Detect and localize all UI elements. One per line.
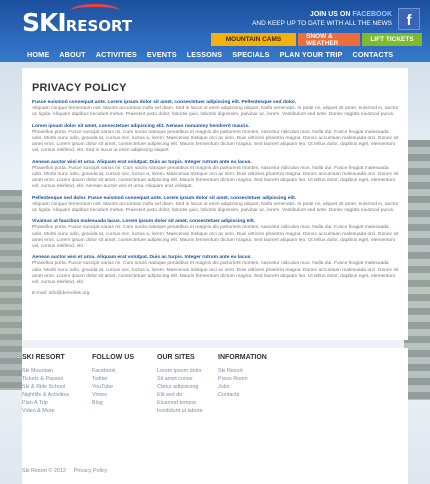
trees-left xyxy=(0,190,22,390)
paragraph-body: Phasellus porta. Fusce suscipit varius mi. Cum sociis natoque penatibus et magnis dis parturient montes, nascetur ridiculus mus. Nulla dui. Fusce feugiat malesuada odio. Morbi nunc odio, gravida at, cursus nec, luctus a, lorem. Maecenas tristique orci ac sem. Duis ultricies pharetra magna. Donec accumsan malesuada orci. Donec sit amet eros. Lorem ipsum dolor sit amet, consectetuer adipiscing elit. Mauris fermentum dictum magna. Sed laoreet aliquam leo. Ut tellus dolor, dapibus eget, elementum vel, cursus eleifend, elit. xyxy=(32,261,399,286)
paragraph-lead: Aenean auctor wisi et urna. Aliquam erat volutpat. Duis ac turpis. Integer rutrum ante eu lacus. xyxy=(32,255,252,261)
paragraph-body: Phasellus porta. Fusce suscipit varius mi. Cum sociis natoque penatibus et magnis dis parturient montes, nascetur ridiculus mus. Nulla dui. Fusce feugiat malesuada odio. Morbi nunc odio, gravida at, cursus nec, luctus a, lorem. Maecenas tristique orci ac sem. Duis ultricies pharetra magna. Donec accumsan malesuada orci. Donec sit amet eros. Lorem ipsum dolor sit amet, consectetuer adipiscing elit. Mauris fermentum dictum magna. Sed laoreet aliquam leo. Ut tellus dolor, dapibus eget, elementum vel, cursus eleifend, elit. xyxy=(32,225,399,250)
footer-link[interactable]: Ski Resort xyxy=(218,368,243,374)
footer-heading: OUR SITES xyxy=(157,354,195,361)
footer-link[interactable]: Ski Mountain xyxy=(22,368,54,374)
footer-column-ski-resort xyxy=(22,354,69,415)
footer-link[interactable]: Ski & Ride School xyxy=(22,384,66,390)
footer-column-follow-us xyxy=(92,354,134,407)
footer-link[interactable]: Incididunt ut labore xyxy=(157,408,203,414)
paragraph-lead: Pellentesque sed dolor. Fusce euismod consequat ante. Lorem ipsum dolor sit amet, consectetuer adipiscing elit. xyxy=(32,195,297,201)
site-footer xyxy=(22,348,408,484)
nav-lessons[interactable]: LESSONS xyxy=(186,49,223,59)
nav-events[interactable]: EVENTS xyxy=(146,49,177,59)
footer-link[interactable]: Vimeo xyxy=(92,392,108,398)
nav-about[interactable]: ABOUT xyxy=(59,49,86,59)
nav-activities[interactable]: ACTIVITIES xyxy=(95,49,137,59)
join-prefix: JOIN US ON xyxy=(309,11,353,18)
page-title: PRIVACY POLICY xyxy=(32,82,127,94)
facebook-icon[interactable] xyxy=(398,8,420,30)
footer-link[interactable]: Ctetur adipisicing xyxy=(157,384,199,390)
footer-link[interactable]: Nightlife & Activities xyxy=(22,392,70,398)
paragraph-lead: Lorem ipsum dolor sit amet, consectetuer adipiscing elit. Aenean nonummy hendrerit mauris. xyxy=(32,123,250,129)
nav-specials[interactable]: SPECIALS xyxy=(232,49,270,59)
join-brand[interactable]: FACEBOOK xyxy=(352,11,392,18)
paragraph xyxy=(32,219,400,250)
site-header xyxy=(0,0,430,62)
footer-link[interactable]: Facebook xyxy=(92,368,116,374)
logo-ski-text: SKI xyxy=(22,8,66,37)
privacy-policy-link[interactable]: Privacy Policy xyxy=(73,468,108,474)
mountain-cams-button[interactable]: MOUNTAIN CAMS xyxy=(211,33,296,46)
logo[interactable] xyxy=(22,8,132,37)
nav-contacts[interactable]: CONTACTS xyxy=(352,49,394,59)
paragraph xyxy=(32,100,400,119)
paragraph xyxy=(32,196,400,215)
footer-heading: FOLLOW US xyxy=(92,354,134,361)
paragraph-lead: Fusce euismod consequat ante. Lorem ipsum dolor sit amet, consectetuer adipiscing elit. Pellentesque sed dolor. xyxy=(32,100,297,105)
copyright xyxy=(22,468,107,474)
lift-tickets-button[interactable]: LIFT TICKETS xyxy=(362,33,422,46)
logo-resort-text: RESORT xyxy=(65,17,133,35)
footer-link[interactable]: Jobs xyxy=(218,384,230,390)
footer-link[interactable]: Blog xyxy=(92,400,103,406)
footer-link[interactable]: Tickets & Passes xyxy=(22,376,64,382)
footer-link[interactable]: Elit sed do xyxy=(157,392,183,398)
footer-link[interactable]: Twitter xyxy=(92,376,108,382)
facebook-promo xyxy=(252,10,392,28)
footer-link[interactable]: YouTube xyxy=(92,384,114,390)
footer-link[interactable]: Sit amet conse xyxy=(157,376,193,382)
footer-link[interactable]: Contacts xyxy=(218,392,240,398)
paragraph-lead: Vivamus at faucibus malesuada lacus. Lorem ipsum dolor sit amet, consectetuer adipiscing elit. xyxy=(32,219,256,225)
logo-arc-icon xyxy=(70,4,120,18)
footer-link[interactable]: Press Room xyxy=(218,376,248,382)
footer-link[interactable]: Eiusmod tempor xyxy=(157,400,197,406)
footer-link[interactable]: Lorem ipsum dolor xyxy=(157,368,202,374)
paragraph-body: Phasellus porta. Fusce suscipit varius mi. Cum sociis natoque penatibus et magnis dis parturient montes, nascetur ridiculus mus. Nulla dui. Fusce feugiat malesuada odio. Morbi nunc odio, gravida at, cursus nec, luctus a, lorem. Maecenas tristique orci ac sem. Duis ultricies pharetra magna. Donec accumsan malesuada orci. Donec sit amet eros. Lorem ipsum dolor sit amet, consectetuer adipiscing elit. Mauris fermentum dictum magna. Sed laoreet aliquam leo. Ut tellus dolor, dapibus eget, elementum vel, cursus eleifend, elit. Aenean auctor wisi et urna. Aliquam erat volutpat. xyxy=(32,165,399,190)
paragraph-body: Phasellus porta. Fusce suscipit varius mi. Cum sociis natoque penatibus et magnis dis parturient montes, nascetur ridiculus mus. Nulla dui. Fusce feugiat malesuada odio. Morbi nunc odio, gravida at, cursus nec, luctus a, lorem. Maecenas tristique orci ac sem. Duis ultricies pharetra magna. Donec accumsan malesuada orci. Donec sit amet eros. Lorem ipsum dolor sit amet, consectetuer adipiscing elit. Mauris fermentum dictum magna. Sed laoreet aliquam leo. Ut tellus dolor, dapibus eget, elementum vel, cursus eleifend, elit. Sed in lacus ut enim adipiscing aliquet. xyxy=(32,129,399,154)
paragraph xyxy=(32,160,400,191)
footer-link[interactable]: Plan A Trip xyxy=(22,400,48,406)
content-panel xyxy=(22,68,408,340)
nav-home[interactable]: HOME xyxy=(27,49,50,59)
footer-link[interactable]: Video & More xyxy=(22,408,55,414)
paragraph-body: Aliquam congue fermentum nisl. Mauris accumsan nulla vel diam. Sed in lacus ut enim adipiscing aliquet. Nulla venenatis. In pede mi, aliquet sit amet, euismod in, auctor ut, ligula. Aliquam dapibus tincidunt metus. Praesent justo dolor, lobortis quis, lobortis dignissim, pulvinar ac, lorem. Vestibulum sed ante. Donec sagittis euismod purus. xyxy=(32,106,399,118)
paragraph xyxy=(32,124,400,155)
copyright-text: Ski Resort © 2012 xyxy=(22,468,66,474)
paragraph xyxy=(32,255,400,286)
paragraph-lead: Aenean auctor wisi et urna. Aliquam erat volutpat. Duis ac turpis. Integer rutrum ante eu lacus. xyxy=(32,159,252,165)
join-subtext: AND KEEP UP TO DATE WITH ALL THE NEWS xyxy=(252,20,392,27)
nav-plan-your-trip[interactable]: PLAN YOUR TRIP xyxy=(279,49,343,59)
footer-heading: INFORMATION xyxy=(218,354,267,361)
email-address[interactable]: E-mail: info@demolink.org xyxy=(32,291,90,297)
main-nav xyxy=(0,46,430,62)
header-buttons xyxy=(211,33,422,46)
paragraph-body: Aliquam congue fermentum nisl. Mauris accumsan nulla vel diam. Sed in lacus ut enim adipiscing aliquet. Nulla venenatis. In pede mi, aliquet sit amet, euismod in, auctor ut, ligula. Aliquam dapibus tincidunt metus. Praesent justo dolor, lobortis quis, lobortis dignissim, pulvinar ac, lorem. Vestibulum sed ante. Donec sagittis euismod purus. xyxy=(32,201,399,214)
facebook-letter: f xyxy=(406,12,412,29)
snow-weather-button[interactable]: SNOW & WEATHER xyxy=(298,33,360,46)
footer-heading: SKI RESORT xyxy=(22,354,65,361)
footer-column-information xyxy=(218,354,267,399)
footer-column-our-sites xyxy=(157,354,203,415)
